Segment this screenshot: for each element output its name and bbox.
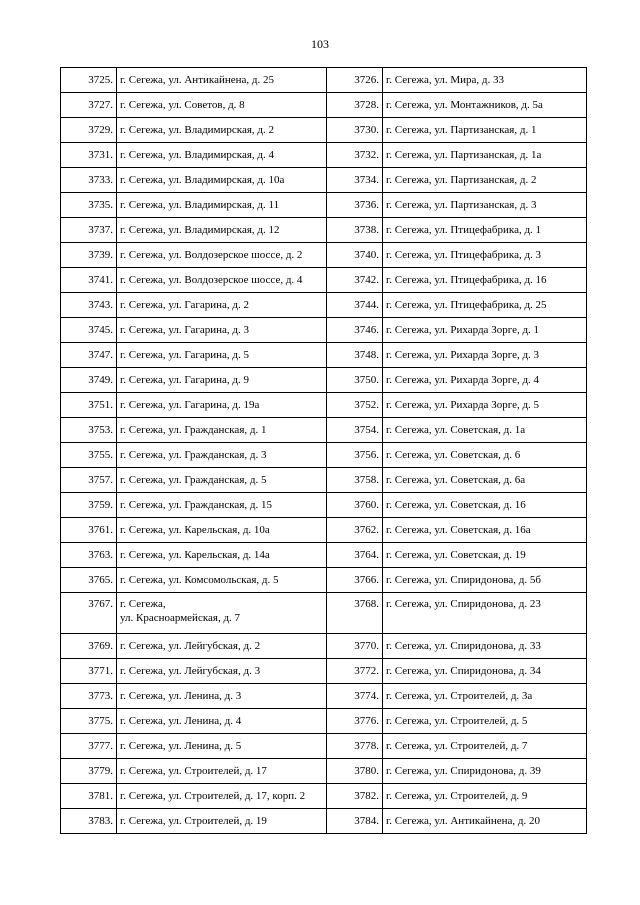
table-row xyxy=(61,393,587,418)
address-table-body xyxy=(61,68,587,834)
address-right: г. Сегежа, ул. Рихарда Зорге, д. 3 xyxy=(383,343,587,368)
row-number-right: 3754. xyxy=(327,418,383,443)
row-number-left: 3753. xyxy=(61,418,117,443)
address-left: г. Сегежа, ул. Волдозерское шоссе, д. 2 xyxy=(117,243,327,268)
address-left: г. Сегежа, ул. Гражданская, д. 3 xyxy=(117,443,327,468)
table-row xyxy=(61,468,587,493)
address-right: г. Сегежа, ул. Советская, д. 6а xyxy=(383,468,587,493)
address-left: г. Сегежа, ул. Гражданская, д. 15 xyxy=(117,493,327,518)
table-row xyxy=(61,784,587,809)
row-number-right: 3746. xyxy=(327,318,383,343)
table-row xyxy=(61,543,587,568)
row-number-left: 3763. xyxy=(61,543,117,568)
table-row xyxy=(61,268,587,293)
row-number-right: 3780. xyxy=(327,759,383,784)
address-left: г. Сегежа, ул. Гагарина, д. 19а xyxy=(117,393,327,418)
row-number-left: 3731. xyxy=(61,143,117,168)
address-left: г. Сегежа, ул. Строителей, д. 17 xyxy=(117,759,327,784)
table-row xyxy=(61,93,587,118)
row-number-right: 3738. xyxy=(327,218,383,243)
row-number-left: 3749. xyxy=(61,368,117,393)
row-number-left: 3765. xyxy=(61,568,117,593)
row-number-right: 3776. xyxy=(327,709,383,734)
address-left: г. Сегежа, ул. Гагарина, д. 3 xyxy=(117,318,327,343)
row-number-right: 3768. xyxy=(327,593,383,634)
table-row xyxy=(61,343,587,368)
address-right: г. Сегежа, ул. Партизанская, д. 2 xyxy=(383,168,587,193)
row-number-right: 3734. xyxy=(327,168,383,193)
address-left: г. Сегежа, ул. Комсомольская, д. 5 xyxy=(117,568,327,593)
table-row xyxy=(61,443,587,468)
row-number-left: 3741. xyxy=(61,268,117,293)
row-number-right: 3774. xyxy=(327,684,383,709)
table-row xyxy=(61,318,587,343)
row-number-left: 3759. xyxy=(61,493,117,518)
row-number-right: 3782. xyxy=(327,784,383,809)
row-number-left: 3781. xyxy=(61,784,117,809)
table-row xyxy=(61,759,587,784)
address-table xyxy=(60,67,587,834)
table-row xyxy=(61,168,587,193)
row-number-right: 3748. xyxy=(327,343,383,368)
table-row xyxy=(61,143,587,168)
address-left: г. Сегежа, ул. Строителей, д. 17, корп. 2 xyxy=(117,784,327,809)
row-number-left: 3757. xyxy=(61,468,117,493)
row-number-right: 3756. xyxy=(327,443,383,468)
address-left: г. Сегежа, ул. Гагарина, д. 2 xyxy=(117,293,327,318)
table-row xyxy=(61,243,587,268)
address-right: г. Сегежа, ул. Строителей, д. 9 xyxy=(383,784,587,809)
address-left: г. Сегежа, ул. Владимирская, д. 4 xyxy=(117,143,327,168)
address-left: г. Сегежа, ул. Ленина, д. 5 xyxy=(117,734,327,759)
row-number-right: 3740. xyxy=(327,243,383,268)
address-left: г. Сегежа, ул. Владимирская, д. 10а xyxy=(117,168,327,193)
row-number-right: 3764. xyxy=(327,543,383,568)
row-number-left: 3729. xyxy=(61,118,117,143)
row-number-right: 3750. xyxy=(327,368,383,393)
row-number-right: 3736. xyxy=(327,193,383,218)
row-number-left: 3727. xyxy=(61,93,117,118)
table-row xyxy=(61,293,587,318)
row-number-left: 3747. xyxy=(61,343,117,368)
row-number-left: 3777. xyxy=(61,734,117,759)
row-number-left: 3779. xyxy=(61,759,117,784)
address-right: г. Сегежа, ул. Спиридонова, д. 23 xyxy=(383,593,587,634)
address-left: г. Сегежа, ул. Гражданская, д. 5 xyxy=(117,468,327,493)
row-number-left: 3761. xyxy=(61,518,117,543)
address-left xyxy=(117,593,327,634)
table-row xyxy=(61,634,587,659)
address-right: г. Сегежа, ул. Рихарда Зорге, д. 5 xyxy=(383,393,587,418)
address-right: г. Сегежа, ул. Советская, д. 16 xyxy=(383,493,587,518)
row-number-left: 3751. xyxy=(61,393,117,418)
address-right: г. Сегежа, ул. Партизанская, д. 1 xyxy=(383,118,587,143)
table-row xyxy=(61,368,587,393)
address-right: г. Сегежа, ул. Советская, д. 6 xyxy=(383,443,587,468)
table-row xyxy=(61,593,587,634)
address-left: г. Сегежа, ул. Владимирская, д. 12 xyxy=(117,218,327,243)
row-number-right: 3732. xyxy=(327,143,383,168)
address-left: г. Сегежа, ул. Гражданская, д. 1 xyxy=(117,418,327,443)
row-number-left: 3737. xyxy=(61,218,117,243)
row-number-left: 3735. xyxy=(61,193,117,218)
address-right: г. Сегежа, ул. Рихарда Зорге, д. 4 xyxy=(383,368,587,393)
page-number: 103 xyxy=(311,37,329,51)
address-left: г. Сегежа, ул. Антикайнена, д. 25 xyxy=(117,68,327,93)
row-number-right: 3778. xyxy=(327,734,383,759)
row-number-right: 3730. xyxy=(327,118,383,143)
address-left: г. Сегежа, ул. Волдозерское шоссе, д. 4 xyxy=(117,268,327,293)
address-right: г. Сегежа, ул. Рихарда Зорге, д. 1 xyxy=(383,318,587,343)
row-number-right: 3770. xyxy=(327,634,383,659)
address-left: г. Сегежа, ул. Лейгубская, д. 2 xyxy=(117,634,327,659)
row-number-right: 3772. xyxy=(327,659,383,684)
address-right: г. Сегежа, ул. Советская, д. 19 xyxy=(383,543,587,568)
address-left: г. Сегежа, ул. Строителей, д. 19 xyxy=(117,809,327,834)
address-right: г. Сегежа, ул. Советская, д. 16а xyxy=(383,518,587,543)
row-number-left: 3725. xyxy=(61,68,117,93)
address-right: г. Сегежа, ул. Птицефабрика, д. 25 xyxy=(383,293,587,318)
row-number-left: 3769. xyxy=(61,634,117,659)
table-row xyxy=(61,68,587,93)
address-line: г. Сегежа, xyxy=(120,598,166,610)
address-right: г. Сегежа, ул. Советская, д. 1а xyxy=(383,418,587,443)
row-number-left: 3773. xyxy=(61,684,117,709)
address-left: г. Сегежа, ул. Гагарина, д. 5 xyxy=(117,343,327,368)
address-line: ул. Красноармейская, д. 7 xyxy=(120,612,241,624)
row-number-right: 3758. xyxy=(327,468,383,493)
row-number-right: 3726. xyxy=(327,68,383,93)
address-right: г. Сегежа, ул. Антикайнена, д. 20 xyxy=(383,809,587,834)
table-row xyxy=(61,218,587,243)
table-row xyxy=(61,809,587,834)
table-row xyxy=(61,118,587,143)
table-row xyxy=(61,568,587,593)
address-right: г. Сегежа, ул. Спиридонова, д. 5б xyxy=(383,568,587,593)
table-row xyxy=(61,734,587,759)
row-number-right: 3766. xyxy=(327,568,383,593)
table-row xyxy=(61,659,587,684)
address-left: г. Сегежа, ул. Карельская, д. 10а xyxy=(117,518,327,543)
address-left: г. Сегежа, ул. Ленина, д. 4 xyxy=(117,709,327,734)
address-left: г. Сегежа, ул. Карельская, д. 14а xyxy=(117,543,327,568)
address-right: г. Сегежа, ул. Мира, д. 33 xyxy=(383,68,587,93)
address-left: г. Сегежа, ул. Владимирская, д. 2 xyxy=(117,118,327,143)
address-left: г. Сегежа, ул. Ленина, д. 3 xyxy=(117,684,327,709)
address-right: г. Сегежа, ул. Строителей, д. 5 xyxy=(383,709,587,734)
row-number-left: 3783. xyxy=(61,809,117,834)
address-right: г. Сегежа, ул. Птицефабрика, д. 1 xyxy=(383,218,587,243)
address-right: г. Сегежа, ул. Спиридонова, д. 34 xyxy=(383,659,587,684)
row-number-left: 3745. xyxy=(61,318,117,343)
row-number-right: 3760. xyxy=(327,493,383,518)
row-number-left: 3775. xyxy=(61,709,117,734)
row-number-right: 3728. xyxy=(327,93,383,118)
address-right: г. Сегежа, ул. Спиридонова, д. 33 xyxy=(383,634,587,659)
address-left: г. Сегежа, ул. Лейгубская, д. 3 xyxy=(117,659,327,684)
table-row xyxy=(61,518,587,543)
table-row xyxy=(61,418,587,443)
table-row xyxy=(61,709,587,734)
row-number-left: 3743. xyxy=(61,293,117,318)
address-right: г. Сегежа, ул. Монтажников, д. 5а xyxy=(383,93,587,118)
address-right: г. Сегежа, ул. Спиридонова, д. 39 xyxy=(383,759,587,784)
address-left: г. Сегежа, ул. Советов, д. 8 xyxy=(117,93,327,118)
row-number-right: 3762. xyxy=(327,518,383,543)
address-right: г. Сегежа, ул. Птицефабрика, д. 16 xyxy=(383,268,587,293)
row-number-left: 3767. xyxy=(61,593,117,634)
row-number-left: 3771. xyxy=(61,659,117,684)
table-row xyxy=(61,193,587,218)
row-number-right: 3784. xyxy=(327,809,383,834)
table-row xyxy=(61,684,587,709)
address-right: г. Сегежа, ул. Птицефабрика, д. 3 xyxy=(383,243,587,268)
address-left: г. Сегежа, ул. Гагарина, д. 9 xyxy=(117,368,327,393)
address-right: г. Сегежа, ул. Строителей, д. 7 xyxy=(383,734,587,759)
address-right: г. Сегежа, ул. Партизанская, д. 1а xyxy=(383,143,587,168)
address-left: г. Сегежа, ул. Владимирская, д. 11 xyxy=(117,193,327,218)
row-number-right: 3744. xyxy=(327,293,383,318)
row-number-right: 3742. xyxy=(327,268,383,293)
row-number-left: 3755. xyxy=(61,443,117,468)
address-right: г. Сегежа, ул. Партизанская, д. 3 xyxy=(383,193,587,218)
row-number-left: 3733. xyxy=(61,168,117,193)
row-number-left: 3739. xyxy=(61,243,117,268)
table-row xyxy=(61,493,587,518)
address-right: г. Сегежа, ул. Строителей, д. 3а xyxy=(383,684,587,709)
row-number-right: 3752. xyxy=(327,393,383,418)
